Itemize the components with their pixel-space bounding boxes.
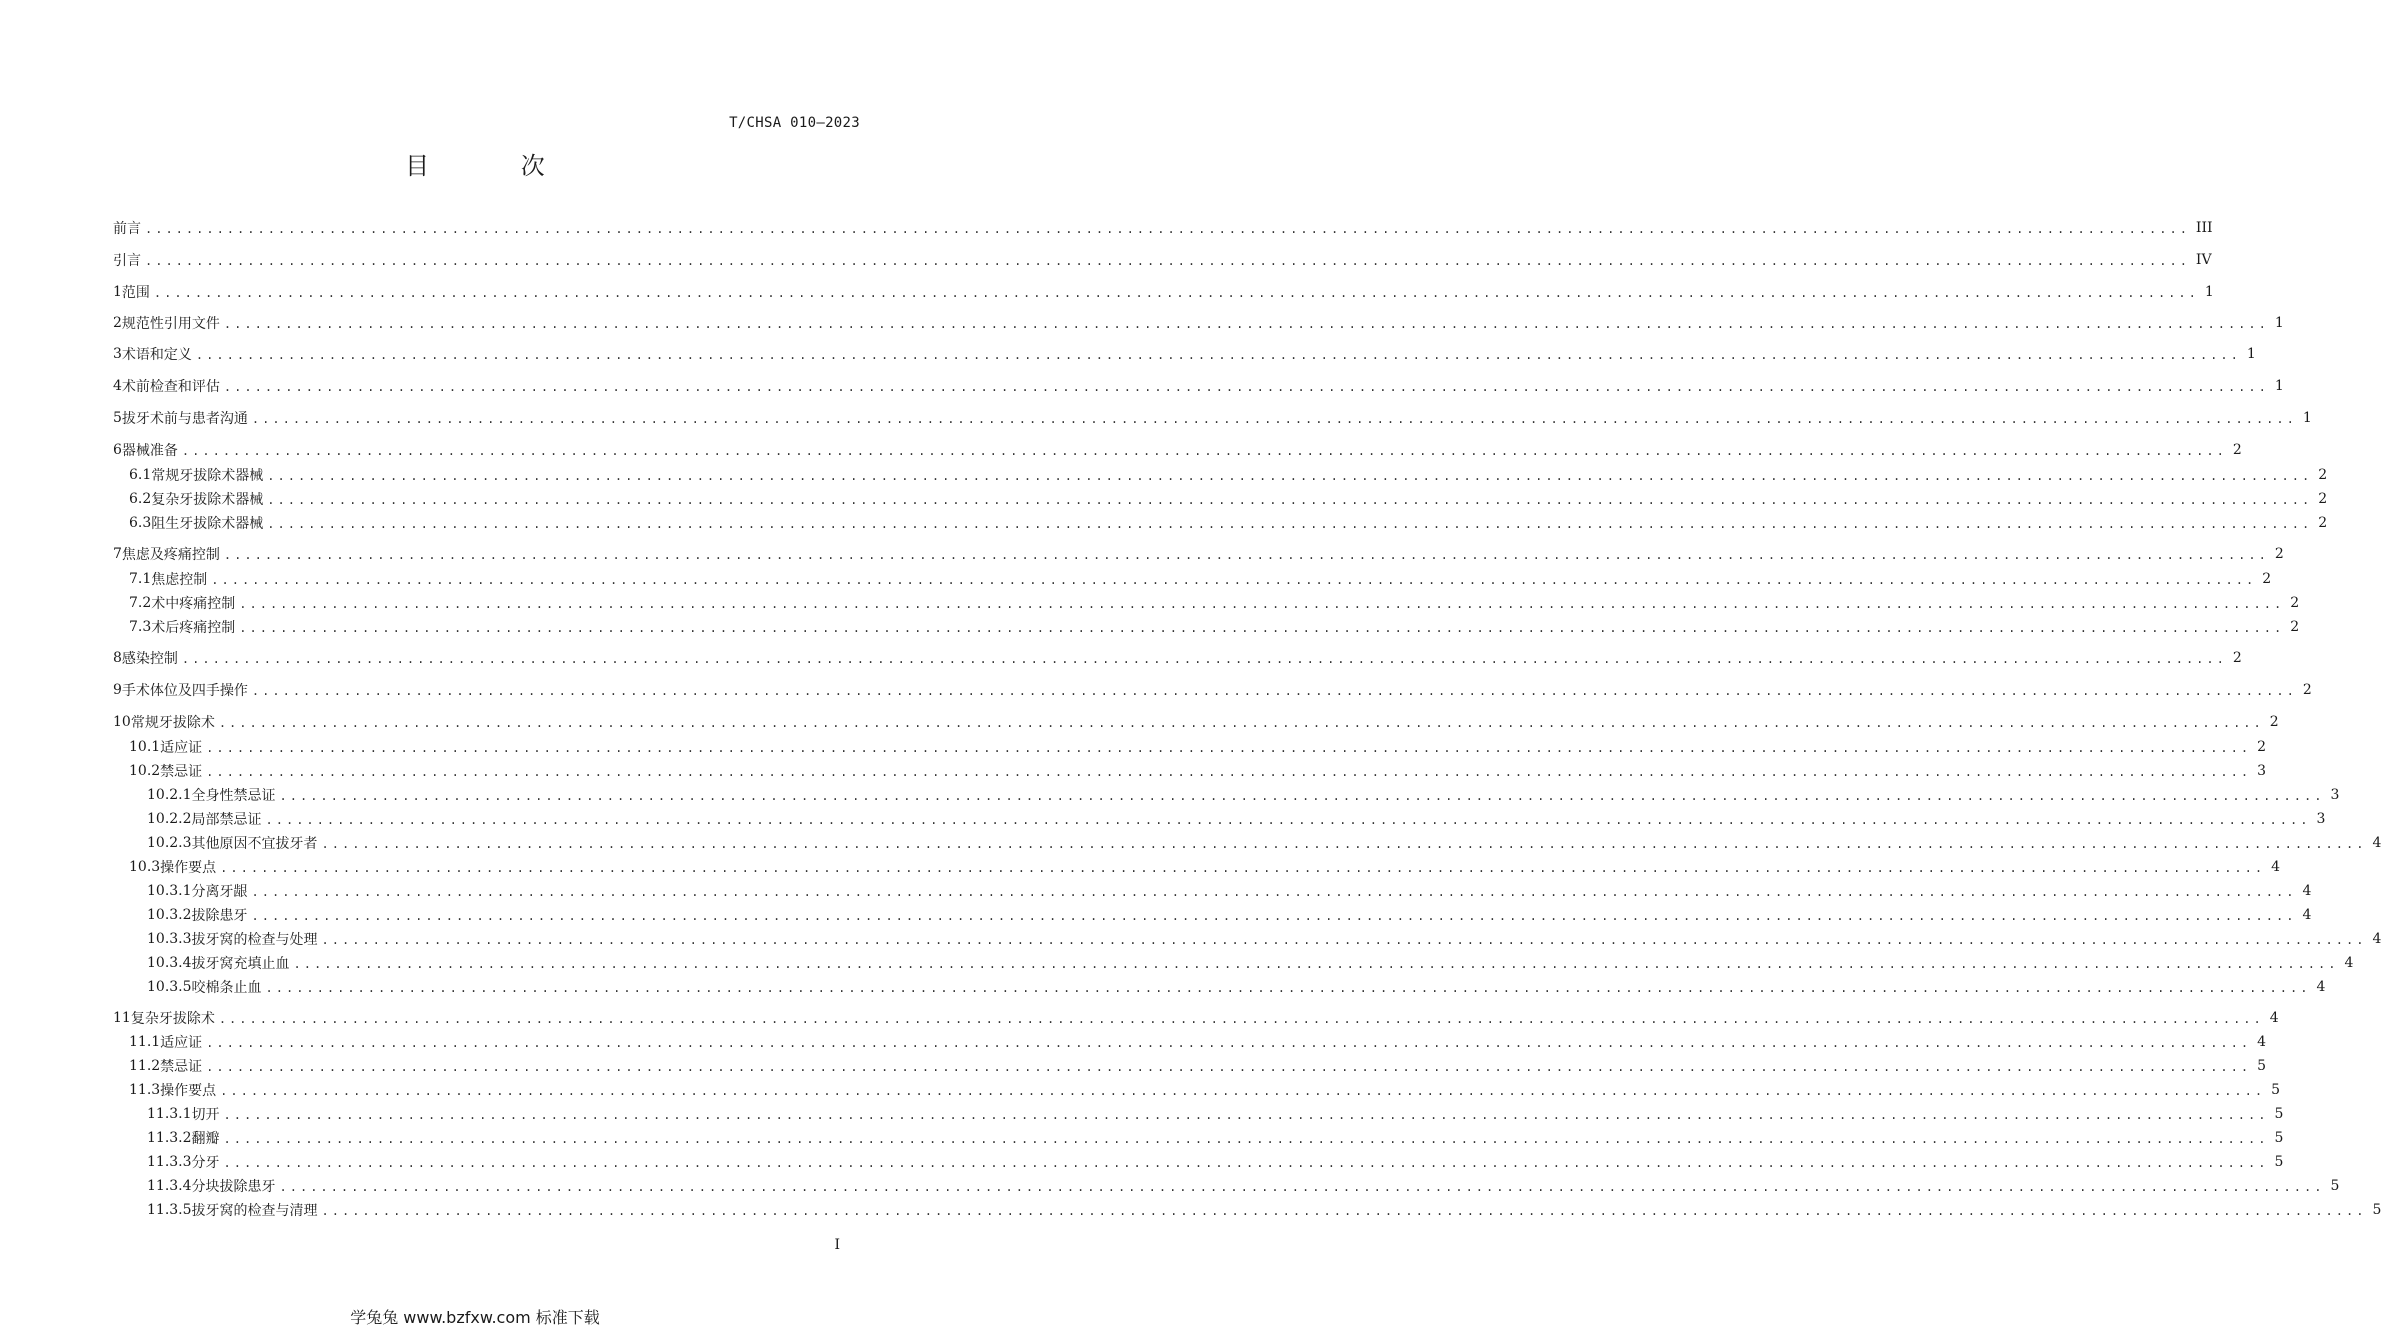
toc-entry[interactable] <box>113 1079 2281 1101</box>
toc-entry-label: 适应证 <box>160 740 203 756</box>
toc-entry[interactable] <box>113 976 2326 998</box>
toc-entry-number: 11.3.1 <box>147 1106 192 1122</box>
toc-entry-number: 10.3.4 <box>147 955 192 971</box>
toc-entry-label: 翻瓣 <box>191 1131 220 1147</box>
toc-entry-page: 5 <box>2257 1058 2267 1074</box>
toc-leader-dots: ........................................................................................................................................................................................................ <box>218 716 2264 730</box>
toc-entry-label: 手术体位及四手操作 <box>121 683 248 699</box>
toc-entry-page: 2 <box>2302 682 2312 698</box>
toc-entry[interactable] <box>113 647 2242 669</box>
toc-entry-page: 2 <box>2269 714 2279 730</box>
toc-entry[interactable] <box>113 856 2281 878</box>
toc-entry[interactable] <box>113 784 2340 806</box>
toc-entry-page: 4 <box>2302 907 2312 923</box>
toc-entry-label: 其他原因不宜拔牙者 <box>191 836 318 852</box>
page-number: I <box>834 1237 840 1253</box>
toc-leader-dots: ........................................................................................................................................................................................................ <box>206 1036 2252 1050</box>
toc-entry-label: 常规牙拔除术器械 <box>151 468 264 484</box>
toc-leader-dots: ........................................................................................................................................................................................................ <box>251 684 2297 698</box>
toc-entry-page: 3 <box>2257 763 2267 779</box>
toc-entry-number: 11.3.5 <box>147 1202 192 1218</box>
toc-entry[interactable] <box>113 281 2214 303</box>
toc-entry[interactable] <box>113 512 2328 534</box>
toc-entry-page: 1 <box>2246 346 2256 362</box>
toc-entry-number: 4 <box>113 378 122 394</box>
toc-leader-dots: ........................................................................................................................................................................................................ <box>239 597 2285 611</box>
toc-entry-number: 7.3 <box>129 619 152 635</box>
toc-entry-label: 禁忌证 <box>160 1059 203 1075</box>
toc-entry-number: 6.3 <box>129 515 152 531</box>
toc-leader-dots: ........................................................................................................................................................................................................ <box>181 652 2227 666</box>
toc-entry-number: 9 <box>113 682 122 698</box>
toc-entry-page: 4 <box>2372 835 2381 851</box>
toc-entry[interactable] <box>113 1127 2284 1149</box>
toc-entry-page: 5 <box>2372 1202 2381 1218</box>
toc-entry-number: 10 <box>113 714 131 730</box>
toc-leader-dots: ........................................................................................................................................................................................................ <box>265 813 2311 827</box>
toc-entry-page: 5 <box>2274 1130 2284 1146</box>
toc-entry[interactable] <box>113 1175 2340 1197</box>
toc-entry-page: 2 <box>2318 491 2328 507</box>
toc-entry-label: 术中疼痛控制 <box>151 596 236 612</box>
toc-entry-label: 分块拔除患牙 <box>191 1179 276 1195</box>
toc-entry-label: 术前检查和评估 <box>121 379 220 395</box>
toc-entry-page: 5 <box>2274 1106 2284 1122</box>
toc-entry-number: 11.1 <box>129 1034 161 1050</box>
toc-entry-number: 7.1 <box>129 571 152 587</box>
toc-entry-number: 10.3 <box>129 859 161 875</box>
toc-leader-dots: ........................................................................................................................................................................................................ <box>145 222 2190 236</box>
toc-entry[interactable] <box>113 1007 2279 1029</box>
toc-entry-page: 2 <box>2257 739 2267 755</box>
toc-entry[interactable] <box>113 1199 2381 1221</box>
toc-entry[interactable] <box>113 592 2300 614</box>
toc-entry-page: 1 <box>2302 410 2312 426</box>
toc-entry-number: 10.1 <box>129 739 161 755</box>
toc-entry-label: 拔牙窝的检查与处理 <box>191 932 318 948</box>
toc-entry-label: 阻生牙拔除术器械 <box>151 516 264 532</box>
toc-entry-number: 11 <box>113 1010 131 1026</box>
toc-entry-number: 10.2 <box>129 763 161 779</box>
toc-leader-dots: ........................................................................................................................................................................................................ <box>181 444 2227 458</box>
toc-entry-label: 常规牙拔除术 <box>130 715 215 731</box>
toc-entry-number: 6 <box>113 442 122 458</box>
toc-entry-page: 4 <box>2271 859 2281 875</box>
toc-entry-label: 拔除患牙 <box>191 908 248 924</box>
watermark: 学兔兔 www.bzfxw.com 标准下载 <box>350 1308 600 1327</box>
toc-entry-label: 复杂牙拔除术 <box>130 1011 215 1027</box>
toc-entry-number: 10.3.2 <box>147 907 192 923</box>
toc-leader-dots: ........................................................................................................................................................................................................ <box>279 1180 2325 1194</box>
toc-entry[interactable] <box>113 1103 2284 1125</box>
toc-entry-number: 10.2.2 <box>147 811 192 827</box>
toc-entry-label: 拔牙术前与患者沟通 <box>121 411 248 427</box>
toc-entry[interactable] <box>113 1055 2267 1077</box>
toc-entry-number: 2 <box>113 315 122 331</box>
toc-entry-label: 范围 <box>121 285 150 301</box>
toc-entry-page: 2 <box>2232 442 2242 458</box>
toc-leader-dots: ........................................................................................................................................................................................................ <box>145 254 2190 268</box>
toc-entry[interactable] <box>113 464 2328 486</box>
toc-entry[interactable] <box>113 407 2312 429</box>
toc-entry-number: 5 <box>113 410 122 426</box>
toc-entry[interactable] <box>113 375 2284 397</box>
toc-entry[interactable] <box>113 488 2328 510</box>
toc-entry[interactable] <box>113 880 2312 902</box>
toc-leader-dots: ........................................................................................................................................................................................................ <box>267 517 2313 531</box>
toc-entry-label: 拔牙窝充填止血 <box>191 956 290 972</box>
toc-leader-dots: ........................................................................................................................................................................................................ <box>206 765 2252 779</box>
toc-entry-page: 1 <box>2274 315 2284 331</box>
toc-entry-number: 11.3.2 <box>147 1130 192 1146</box>
toc-entry-label: 感染控制 <box>121 651 178 667</box>
toc-leader-dots: ........................................................................................................................................................................................................ <box>220 861 2266 875</box>
toc-leader-dots: ........................................................................................................................................................................................................ <box>267 469 2313 483</box>
toc-entry-number: 8 <box>113 650 122 666</box>
toc-leader-dots: ........................................................................................................................................................................................................ <box>265 981 2311 995</box>
toc-entry-page: 2 <box>2290 619 2300 635</box>
toc-leader-dots: ........................................................................................................................................................................................................ <box>220 1084 2266 1098</box>
toc-entry-page: 5 <box>2274 1154 2284 1170</box>
toc-entry-number: 10.2.3 <box>147 835 192 851</box>
toc-entry-page: 2 <box>2232 650 2242 666</box>
toc-leader-dots: ........................................................................................................................................................................................................ <box>195 348 2241 362</box>
toc-leader-dots: ........................................................................................................................................................................................................ <box>321 1204 2367 1218</box>
toc-entry-page: 1 <box>2204 284 2214 300</box>
toc-entry-page: IV <box>2195 252 2212 268</box>
toc-entry[interactable] <box>113 679 2312 701</box>
toc-leader-dots: ........................................................................................................................................................................................................ <box>321 837 2367 851</box>
toc-entry[interactable] <box>113 543 2284 565</box>
toc-entry[interactable] <box>113 808 2326 830</box>
toc-leader-dots: ........................................................................................................................................................................................................ <box>267 493 2313 507</box>
toc-entry-label: 咬棉条止血 <box>191 980 262 996</box>
toc-entry-number: 10.3.1 <box>147 883 192 899</box>
toc-entry-number: 10.3.5 <box>147 979 192 995</box>
toc-entry-number: 10.3.3 <box>147 931 192 947</box>
toc-entry-label: 规范性引用文件 <box>121 316 220 332</box>
toc-entry-number: 11.3.3 <box>147 1154 192 1170</box>
toc-entry-page: 5 <box>2330 1178 2340 1194</box>
toc-leader-dots: ........................................................................................................................................................................................................ <box>223 1132 2269 1146</box>
toc-entry-label: 分牙 <box>191 1155 220 1171</box>
toc-entry[interactable] <box>113 928 2381 950</box>
toc-entry[interactable] <box>113 904 2312 926</box>
toc-entry[interactable] <box>113 736 2267 758</box>
toc-entry-page: III <box>2195 220 2213 236</box>
toc-entry-page: 4 <box>2257 1034 2267 1050</box>
toc-leader-dots: ........................................................................................................................................................................................................ <box>223 1156 2269 1170</box>
toc-leader-dots: ........................................................................................................................................................................................................ <box>153 286 2199 300</box>
toc-leader-dots: ........................................................................................................................................................................................................ <box>223 548 2269 562</box>
toc-entry[interactable] <box>113 312 2284 334</box>
toc-entry-label: 引言 <box>113 253 141 269</box>
toc-entry-number: 6.2 <box>129 491 152 507</box>
toc-entry-label: 复杂牙拔除术器械 <box>151 492 264 508</box>
toc-leader-dots: ........................................................................................................................................................................................................ <box>239 621 2285 635</box>
toc-leader-dots: ........................................................................................................................................................................................................ <box>279 789 2325 803</box>
toc-leader-dots: ........................................................................................................................................................................................................ <box>223 317 2269 331</box>
toc-entry-number: 7 <box>113 546 122 562</box>
toc-entry-number: 3 <box>113 346 122 362</box>
toc-entry-page: 2 <box>2262 571 2272 587</box>
toc-entry-number: 11.3.4 <box>147 1178 192 1194</box>
toc-leader-dots: ........................................................................................................................................................................................................ <box>223 380 2269 394</box>
toc-entry-page: 3 <box>2316 811 2326 827</box>
toc-entry-label: 术后疼痛控制 <box>151 620 236 636</box>
toc-entry-label: 禁忌证 <box>160 764 203 780</box>
toc-leader-dots: ........................................................................................................................................................................................................ <box>206 741 2252 755</box>
toc-entry-label: 焦虑控制 <box>151 572 208 588</box>
toc-entry-label: 拔牙窝的检查与清理 <box>191 1203 318 1219</box>
toc-entry-label: 操作要点 <box>160 1083 217 1099</box>
toc-entry-label: 局部禁忌证 <box>191 812 262 828</box>
toc-entry-page: 1 <box>2274 378 2284 394</box>
toc-entry-page: 4 <box>2344 955 2354 971</box>
toc-entry[interactable] <box>113 1031 2267 1053</box>
toc-entry-page: 2 <box>2290 595 2300 611</box>
toc-entry[interactable] <box>113 1151 2284 1173</box>
toc-entry-label: 全身性禁忌证 <box>191 788 276 804</box>
toc-entry-page: 2 <box>2318 467 2328 483</box>
toc-entry[interactable] <box>113 439 2242 461</box>
toc-entry-number: 6.1 <box>129 467 152 483</box>
toc-entry[interactable] <box>113 760 2267 782</box>
toc-entry[interactable] <box>113 952 2354 974</box>
toc-entry-number: 11.2 <box>129 1058 161 1074</box>
toc-entry-page: 2 <box>2318 515 2328 531</box>
toc-entry-number: 1 <box>113 284 122 300</box>
toc-entry[interactable] <box>113 249 2212 271</box>
toc-entry[interactable] <box>113 217 2213 239</box>
toc-entry[interactable] <box>113 616 2300 638</box>
toc-entry[interactable] <box>113 568 2272 590</box>
toc-entry[interactable] <box>113 711 2279 733</box>
toc-entry-page: 4 <box>2269 1010 2279 1026</box>
toc-entry-label: 术语和定义 <box>121 347 192 363</box>
toc-leader-dots: ........................................................................................................................................................................................................ <box>223 1108 2269 1122</box>
toc-entry-label: 前言 <box>113 221 141 237</box>
toc-entry-number: 10.2.1 <box>147 787 192 803</box>
toc-entry-number: 11.3 <box>129 1082 161 1098</box>
toc-entry-label: 适应证 <box>160 1035 203 1051</box>
toc-entry-page: 4 <box>2316 979 2326 995</box>
toc-entry-number: 7.2 <box>129 595 152 611</box>
toc-leader-dots: ........................................................................................................................................................................................................ <box>293 957 2339 971</box>
toc-entry-page: 5 <box>2271 1082 2281 1098</box>
toc-leader-dots: ........................................................................................................................................................................................................ <box>206 1060 2252 1074</box>
toc-entry-label: 切开 <box>191 1107 220 1123</box>
toc-entry-label: 操作要点 <box>160 860 217 876</box>
doc-code: T/CHSA 010—2023 <box>729 115 860 131</box>
toc-leader-dots: ........................................................................................................................................................................................................ <box>251 412 2297 426</box>
toc-entry-page: 4 <box>2372 931 2381 947</box>
toc-entry[interactable] <box>113 832 2381 854</box>
toc-entry-page: 2 <box>2274 546 2284 562</box>
toc-leader-dots: ........................................................................................................................................................................................................ <box>218 1012 2264 1026</box>
toc-title: 目 次 <box>405 152 587 180</box>
toc-entry-label: 焦虑及疼痛控制 <box>121 547 220 563</box>
toc-leader-dots: ........................................................................................................................................................................................................ <box>211 573 2257 587</box>
toc-leader-dots: ........................................................................................................................................................................................................ <box>321 933 2367 947</box>
toc-entry[interactable] <box>113 343 2256 365</box>
toc-entry-page: 3 <box>2330 787 2340 803</box>
toc-entry-label: 器械准备 <box>121 443 178 459</box>
toc-leader-dots: ........................................................................................................................................................................................................ <box>251 885 2297 899</box>
toc-entry-page: 4 <box>2302 883 2312 899</box>
toc-entry-label: 分离牙龈 <box>191 884 248 900</box>
toc-leader-dots: ........................................................................................................................................................................................................ <box>251 909 2297 923</box>
